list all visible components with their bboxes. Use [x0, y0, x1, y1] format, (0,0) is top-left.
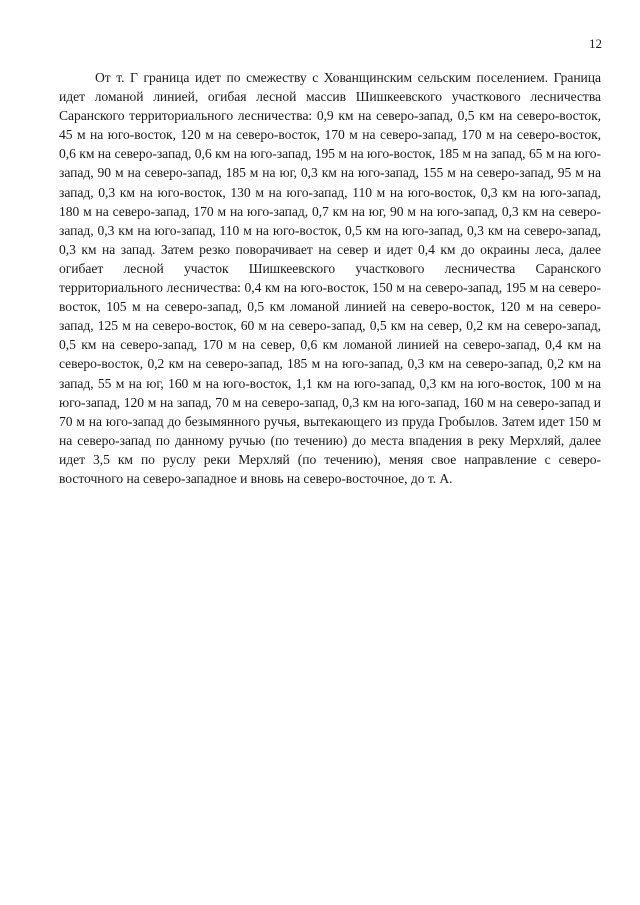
- boundary-description-paragraph: От т. Г граница идет по смежеству с Хованщинским сельским поселением. Граница идет ломаной линией, огибая лесной массив Шишкеевского участкового лесничества Саранского территориального лесничества: 0,9 км на северо-запад, 0,5 км на северо-восток, 45 м на юго-восток, 120 м на северо-восток, 170 м на северо-запад, 170 м на северо-восток, 0,6 км на северо-запад, 0,6 км на юго-запад, 195 м на юго-восток, 185 м на запад, 65 м на юго-запад, 90 м на северо-запад, 185 м на юг, 0,3 км на юго-запад, 155 м на северо-запад, 95 м на запад, 0,3 км на юго-восток, 130 м на юго-запад, 110 м на юго-восток, 0,3 км на юго-запад, 180 м на северо-запад, 170 м на юго-запад, 0,7 км на юг, 90 м на юго-запад, 0,3 км на северо-запад, 0,3 км на юго-запад, 110 м на юго-восток, 0,5 км на юго-запад, 0,3 км на северо-запад, 0,3 км на запад. Затем резко поворачивает на север и идет 0,4 км до окраины леса, далее огибает лесной участок Шишкеевского участкового лесничества Саранского территориального лесничества: 0,4 км на юго-восток, 150 м на северо-запад, 195 м на северо-восток, 105 м на северо-запад, 0,5 км ломаной линией на северо-восток, 120 м на северо-запад, 125 м на северо-восток, 60 м на северо-запад, 0,5 км на север, 0,2 км на северо-запад, 0,5 км на северо-запад, 170 м на север, 0,6 км ломаной линией на северо-запад, 0,4 км на северо-восток, 0,2 км на северо-запад, 185 м на юго-запад, 0,3 км на северо-запад, 0,2 км на запад, 55 м на юг, 160 м на юго-восток, 1,1 км на юго-запад, 0,3 км на юго-восток, 100 м на юго-запад, 120 м на запад, 70 м на северо-запад, 0,3 км на юго-запад, 160 м на северо-запад и 70 м на юго-запад до безымянного ручья, вытекающего из пруда Гробылов. Затем идет 150 м на северо-запад по данному ручью (по течению) до места впадения в реку Мерхляй, далее идет 3,5 км по руслу реки Мерхляй (по течению), меняя свое направление с северо-восточного на северо-западное и вновь на северо-восточное, до т. А.: [59, 70, 601, 486]
- page-number: 12: [589, 36, 602, 51]
